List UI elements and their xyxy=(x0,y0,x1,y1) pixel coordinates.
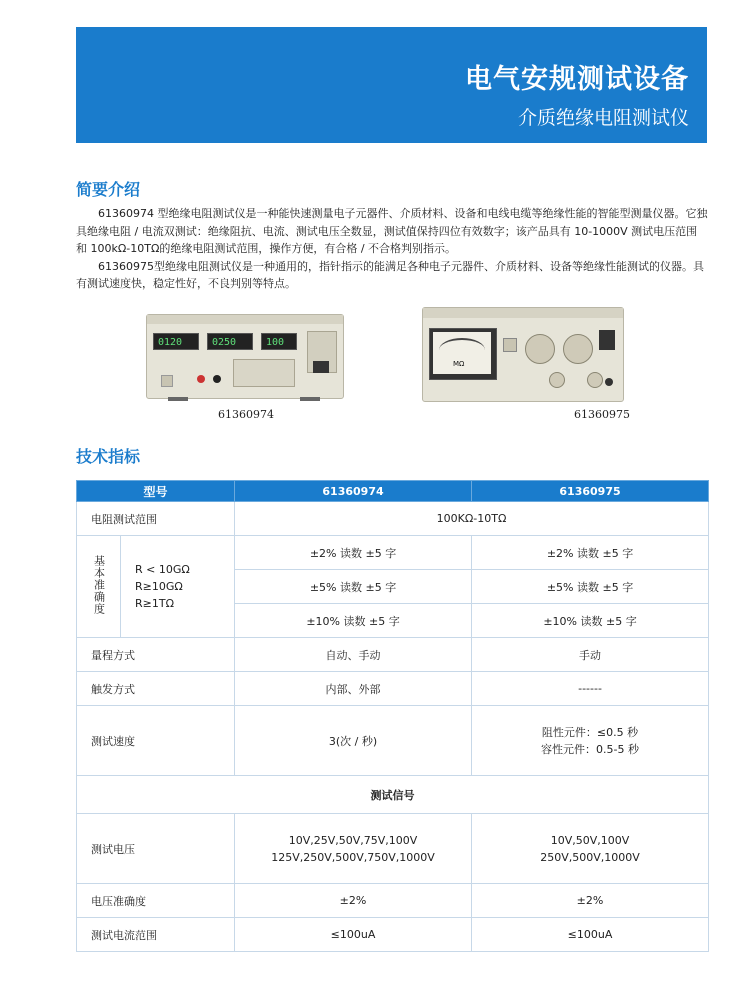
accuracy-a: ±2% 读数 ±5 字 xyxy=(235,536,472,570)
intro-text xyxy=(76,205,708,293)
ranging-a: 自动、手动 xyxy=(235,638,472,672)
row-label: 电阻测试范围 xyxy=(77,502,235,536)
table-header-row xyxy=(77,481,709,502)
table-row xyxy=(77,536,709,570)
trigger-b: ------ xyxy=(472,672,709,706)
row-label: 测试电压 xyxy=(77,814,235,884)
accuracy-a: ±5% 读数 ±5 字 xyxy=(235,570,472,604)
banner-subtitle: 介质绝缘电阻测试仪 xyxy=(517,107,689,129)
banner-title: 电气安规测试设备 xyxy=(465,64,689,95)
accuracy-label-cell xyxy=(77,536,121,638)
section-test-signal: 测试信号 xyxy=(77,776,709,814)
title-banner xyxy=(76,27,707,143)
voltage-a-line: 125V,250V,500V,750V,1000V xyxy=(271,850,435,864)
row-label: 触发方式 xyxy=(77,672,235,706)
row-label: 电压准确度 xyxy=(77,884,235,918)
accuracy-condition: R≥1TΩ xyxy=(135,597,174,610)
row-label: 测试速度 xyxy=(77,706,235,776)
voltage-a-line: 10V,25V,50V,75V,100V xyxy=(288,833,418,847)
speed-a: 3(次 / 秒) xyxy=(235,706,472,776)
current-range-b: ≤100uA xyxy=(472,918,709,952)
speed-b-capacitive: 容性元件：0.5-5 秒 xyxy=(541,742,639,756)
row-label: 量程方式 xyxy=(77,638,235,672)
table-row xyxy=(77,884,709,918)
table-row xyxy=(77,638,709,672)
v-accuracy-a: ±2% xyxy=(235,884,472,918)
header-model-a: 61360974 xyxy=(235,481,472,502)
voltage-b xyxy=(472,814,709,884)
current-range-a: ≤100uA xyxy=(235,918,472,952)
ranging-b: 手动 xyxy=(472,638,709,672)
accuracy-condition: R < 10GΩ xyxy=(135,563,190,576)
table-row xyxy=(77,502,709,536)
product-caption-61360975: 61360975 xyxy=(574,408,630,421)
voltage-a xyxy=(235,814,472,884)
header-model: 型号 xyxy=(77,481,235,502)
v-accuracy-b: ±2% xyxy=(472,884,709,918)
analog-meter-face xyxy=(433,332,491,374)
range-value: 100KΩ-10TΩ xyxy=(235,502,709,536)
accuracy-a: ±10% 读数 ±5 字 xyxy=(235,604,472,638)
table-section-row xyxy=(77,776,709,814)
lcd-display-1: 0120 xyxy=(158,337,183,348)
accuracy-conditions xyxy=(121,536,235,638)
product-image-61360974 xyxy=(146,314,344,399)
voltage-b-line: 10V,50V,100V xyxy=(550,833,630,847)
specs-heading: 技术指标 xyxy=(76,447,141,466)
product-caption-61360974: 61360974 xyxy=(218,408,274,421)
table-row xyxy=(77,706,709,776)
speed-b xyxy=(472,706,709,776)
trigger-a: 内部、外部 xyxy=(235,672,472,706)
row-label: 测试电流范围 xyxy=(77,918,235,952)
accuracy-label: 基本准确度 xyxy=(92,555,106,615)
accuracy-b: ±10% 读数 ±5 字 xyxy=(472,604,709,638)
meter-unit-label: MΩ xyxy=(453,360,465,368)
intro-paragraph-1: 61360974 型绝缘电阻测试仪是一种能快速测量电子元器件、介质材料、设备和电线电缆等绝缘性能的智能型测量仪器。它独具绝缘电阻 / 电流双测试：绝缘阻抗、电流、测试电压全数显，测试值保持四位有效数字；该产品具有 10-1000V 测试电压范围和 100kΩ-10TΩ的绝缘电阻测试范围，操作方便，有合格 / 不合格判别指示。 xyxy=(76,207,708,255)
accuracy-b: ±5% 读数 ±5 字 xyxy=(472,570,709,604)
spec-table xyxy=(76,480,709,952)
product-image-61360975 xyxy=(422,307,624,402)
accuracy-condition: R≥10GΩ xyxy=(135,580,183,593)
speed-b-resistive: 阻性元件：≤0.5 秒 xyxy=(541,725,639,739)
intro-paragraph-2: 61360975型绝缘电阻测试仪是一种通用的，指针指示的能满足各种电子元器件、介质材料、设备等绝缘性能测试的仪器。具有测试速度快，稳定性好，不良判别等特点。 xyxy=(76,259,704,290)
accuracy-b: ±2% 读数 ±5 字 xyxy=(472,536,709,570)
lcd-display-2: 0250 xyxy=(212,337,237,348)
lcd-display-3: 100 xyxy=(266,337,285,348)
table-row xyxy=(77,672,709,706)
voltage-b-line: 250V,500V,1000V xyxy=(540,850,640,864)
intro-heading: 简要介绍 xyxy=(76,180,141,199)
table-row xyxy=(77,814,709,884)
table-row xyxy=(77,918,709,952)
header-model-b: 61360975 xyxy=(472,481,709,502)
